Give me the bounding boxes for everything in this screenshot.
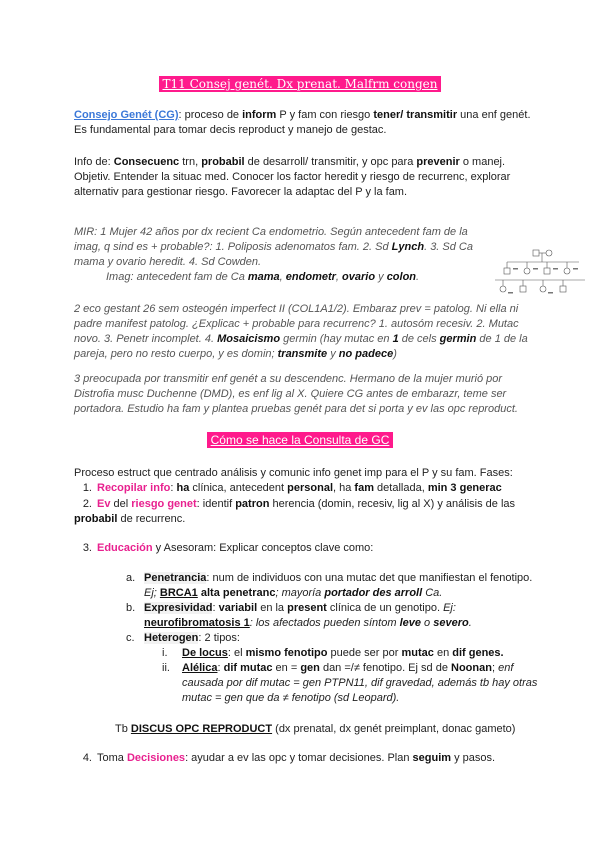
italic: enf causada por dif mutac = gen PTPN11, dif gravedad, además tb hay otras mutac = gen que da ≠ fenotipo (sd Leopard). xyxy=(182,662,538,704)
list-number: 3. xyxy=(82,542,92,554)
bold: patron xyxy=(235,498,270,510)
text: : num de individuos con una mutac det que manifiestan el fenotipo. xyxy=(206,572,533,584)
text: : identif xyxy=(196,498,236,510)
eco-question xyxy=(74,302,534,362)
sub-item-b xyxy=(126,601,544,631)
italic: Ca. xyxy=(422,587,443,599)
text: 2 eco gestant 26 sem osteogén imperfect II (COL1A1/2). Embaraz prev = patolog. Ni ella ni padre manifest patolog. ¿Explicac + probable para recurrenc? 1. autosóm recesiv. 2. Mutac novo. 3. Penetr incomplet. 4. xyxy=(74,303,519,345)
bold: alta penetranc xyxy=(197,587,276,599)
bold: mismo fenotipo xyxy=(245,647,328,659)
bold: gen xyxy=(300,662,320,674)
italic: ; mayoría xyxy=(275,587,325,599)
roman-item-i xyxy=(162,646,552,661)
fase-label: Educación xyxy=(97,542,153,554)
bold: probabil xyxy=(74,513,118,525)
bold: severo xyxy=(433,617,469,629)
sub-letter: b. xyxy=(126,602,136,614)
bold: portador des arroll xyxy=(324,587,423,599)
bold: DISCUS OPC REPRODUCT xyxy=(130,723,273,735)
bold: Mosaicismo xyxy=(217,333,281,345)
bold: endometr xyxy=(285,271,336,283)
bold: seguim xyxy=(412,752,452,764)
mir-question xyxy=(74,225,484,285)
text: en la xyxy=(257,602,288,614)
bold: variabil xyxy=(218,602,258,614)
bold: colon xyxy=(386,271,417,283)
text: : ayudar a ev las opc y tomar decisiones. Plan xyxy=(185,752,413,764)
text: Proceso estruct que centrado análisis y comunic info genet imp para el P y su fam. Fases: xyxy=(74,467,513,479)
fase-label: Decisiones xyxy=(126,752,186,764)
term-label: Heterogen xyxy=(144,632,199,644)
list-number: 2. xyxy=(82,498,92,510)
text: , xyxy=(279,271,286,283)
text: o manej. xyxy=(459,156,506,168)
term-label: Penetrancia xyxy=(144,572,207,584)
fase-label: riesgo genet xyxy=(131,498,197,510)
text: y pasos. xyxy=(451,752,496,764)
text: germin (hay mutac en xyxy=(280,333,393,345)
bold: ovario xyxy=(342,271,376,283)
text: y xyxy=(375,271,387,283)
cg-label: Consejo Genét (CG) xyxy=(74,109,179,121)
text: : 2 tipos: xyxy=(198,632,240,644)
text: , xyxy=(335,271,343,283)
bold: mutac xyxy=(401,647,434,659)
term-label: Expresividad xyxy=(144,602,213,614)
italic: Ej: xyxy=(443,602,456,614)
list-number: 1. xyxy=(82,482,92,494)
subtitle-wrap xyxy=(0,432,600,448)
bold: BRCA1 xyxy=(159,587,198,599)
section-title: Cómo se hace la Consulta de GC xyxy=(207,432,394,448)
text: puede ser por xyxy=(327,647,402,659)
info-paragraph xyxy=(74,155,534,200)
text: Imag: antecedent fam de Ca xyxy=(106,271,248,283)
text: : xyxy=(170,482,177,494)
text: herencia (domin, recesiv, lig al X) y análisis de las xyxy=(269,498,516,510)
text: de cels xyxy=(398,333,440,345)
italic: Ej; xyxy=(144,587,160,599)
roman-item-ii xyxy=(162,661,552,706)
text: de 1 de la pareja, pero no resto cuerpo, y es domin; xyxy=(74,333,528,360)
bold: mama xyxy=(247,271,280,283)
dmd-question xyxy=(74,372,534,417)
text: : xyxy=(212,602,219,614)
discus-line xyxy=(115,722,555,737)
bold: 1 xyxy=(392,333,399,345)
text: P y fam con riesgo xyxy=(276,109,374,121)
sub-item-a xyxy=(126,571,544,601)
bold: Consecuenc xyxy=(113,156,180,168)
objetiv-text: Objetiv. Entender la situac med. Conocer los factor heredit y riesgo de recurrenc, explorar alternativ para gestionar riesgo. Favorecer la adaptac del P y la fam. xyxy=(74,171,511,198)
text: trn, xyxy=(179,156,202,168)
text: una enf genét. Es fundamental para tomar decis reproduct y manejo de gestac. xyxy=(74,109,531,136)
italic: . xyxy=(468,617,472,629)
bold: present xyxy=(287,602,327,614)
text: . xyxy=(416,271,420,283)
list-item-2 xyxy=(74,497,534,527)
term-label: Alélica xyxy=(182,662,218,674)
text: clínica de un genotipo. xyxy=(326,602,444,614)
text: : el xyxy=(227,647,246,659)
bold: ha xyxy=(176,482,190,494)
text: : xyxy=(217,662,224,674)
list-number: 4. xyxy=(82,752,92,764)
text: ; xyxy=(491,662,499,674)
text: Tb xyxy=(115,723,131,735)
text: ) xyxy=(393,348,397,360)
page-title: T11 Consej genét. Dx prenat. Malfrm congen xyxy=(159,76,442,92)
bold: neurofibromatosis 1 xyxy=(144,617,250,629)
bold: personal xyxy=(287,482,334,494)
list-item-1 xyxy=(74,481,534,496)
text: detallada, xyxy=(373,482,428,494)
sub-letter: c. xyxy=(126,632,135,644)
text: en xyxy=(433,647,453,659)
text: : proceso de xyxy=(178,109,243,121)
term-label: De locus xyxy=(182,647,228,659)
bold: no padece xyxy=(338,348,394,360)
roman-number: ii. xyxy=(162,662,170,674)
dmd-text: 3 preocupada por transmitir enf genét a su descendenc. Hermano de la mujer murió por Distrofia musc Duchenne (DMD), es enf lig al X. Quiere CG antes de embarazr, teme ser portadora. Estudio ha fam y plantea pruebas genét para det si porta y ev las opc reproduct. xyxy=(74,373,518,415)
text: dan =/≠ fenotipo. Ej sd de xyxy=(319,662,451,674)
proceso-text xyxy=(74,466,534,481)
bold: transmite xyxy=(277,348,328,360)
text: y Asesoram: Explicar conceptos clave como: xyxy=(152,542,374,554)
bold: probabil xyxy=(201,156,245,168)
pedigree-image xyxy=(493,246,589,298)
bold: min 3 generac xyxy=(427,482,502,494)
fase-label: Ev xyxy=(97,498,111,510)
text: . 3. Sd Ca mama y ovario heredit. 4. Sd Cowden. xyxy=(74,241,473,268)
title-wrap xyxy=(0,76,600,92)
text: , ha xyxy=(333,482,355,494)
bold: tener/ transmitir xyxy=(373,109,458,121)
list-item-3 xyxy=(74,541,534,556)
text: MIR: 1 Mujer 42 años por dx recient Ca endometrio. Según antecedent fam de la imag, q sind es + probable?: 1. Poliposis adenomatos fam. 2. Sd xyxy=(74,226,468,253)
bold: leve xyxy=(399,617,421,629)
bold: prevenir xyxy=(416,156,460,168)
text: de desarroll/ transmitir, y opc para xyxy=(244,156,417,168)
text: del xyxy=(110,498,132,510)
text: clínica, antecedent xyxy=(189,482,288,494)
fase-label: Recopilar info xyxy=(97,482,171,494)
roman-number: i. xyxy=(162,647,168,659)
cg-paragraph xyxy=(74,108,534,138)
sub-letter: a. xyxy=(126,572,136,584)
text: (dx prenatal, dx genét preimplant, donac gameto) xyxy=(272,723,516,735)
italic: : los afectados pueden síntom xyxy=(249,617,400,629)
bold: inform xyxy=(242,109,277,121)
italic: o xyxy=(421,617,434,629)
list-item-4 xyxy=(74,751,534,766)
bold: dif mutac xyxy=(223,662,273,674)
text: y xyxy=(327,348,339,360)
text: Toma xyxy=(97,752,127,764)
text: de recurrenc. xyxy=(117,513,186,525)
bold: Noonan xyxy=(451,662,492,674)
bold: fam xyxy=(354,482,374,494)
text: Info de: xyxy=(74,156,114,168)
bold: Lynch xyxy=(391,241,425,253)
text: en = xyxy=(272,662,301,674)
bold: germin xyxy=(439,333,477,345)
bold: dif genes. xyxy=(452,647,504,659)
sub-item-c xyxy=(126,631,526,646)
